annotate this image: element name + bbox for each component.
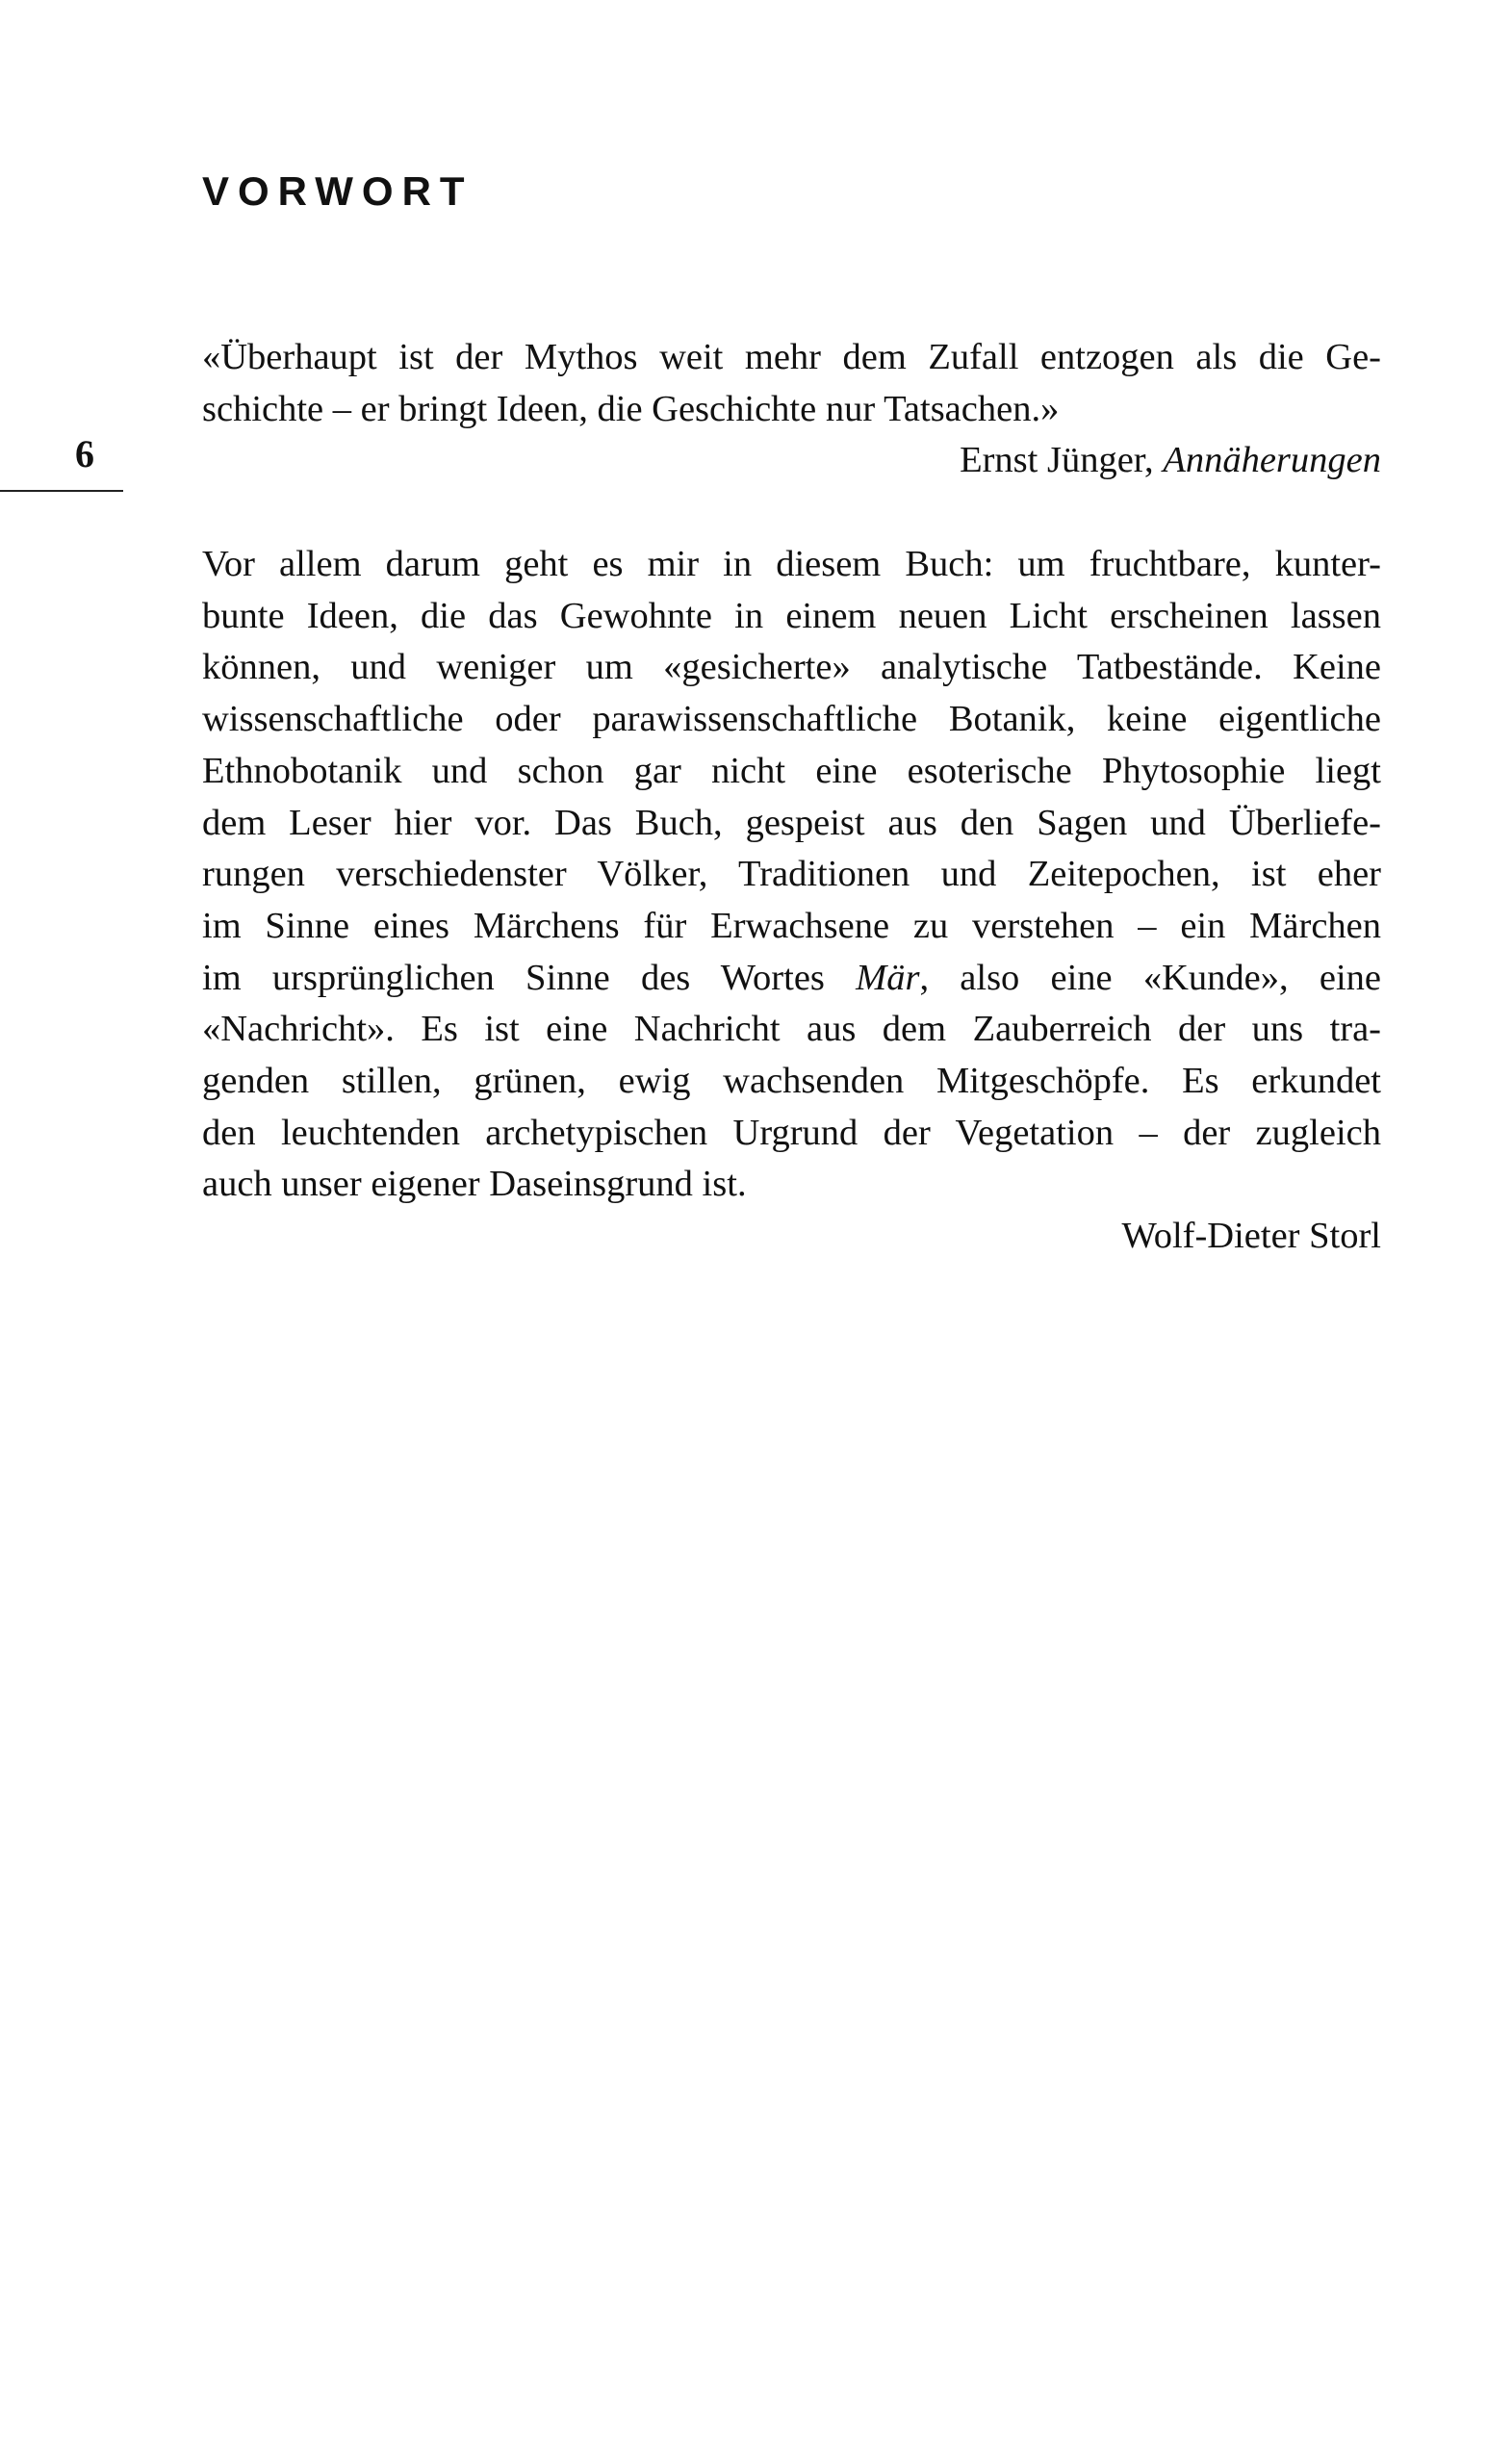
page-number-rule [0, 490, 123, 492]
body-line: genden stillen, grünen, ewig wachsenden Mitgeschöpfe. Es erkundet [202, 1061, 1381, 1102]
body-line: im Sinne eines Märchens für Erwachsene zu verstehen – ein Märchen [202, 905, 1381, 946]
epigraph-attribution [202, 435, 1381, 487]
page-number: 6 [75, 432, 94, 475]
body-line: auch unser eigener Daseinsgrund ist. [202, 1164, 747, 1205]
body-line: «Nachricht». Es ist eine Nachricht aus dem Zauberreich der uns tra- [202, 1009, 1381, 1050]
author-signature: Wolf-Dieter Storl [1121, 1216, 1381, 1257]
epigraph-line: «Überhaupt ist der Mythos weit mehr dem Zufall entzogen als die Ge- [202, 337, 1381, 377]
body-text-segment: im ursprünglichen Sinne des Wortes [202, 957, 857, 998]
body-line [202, 953, 1381, 1005]
epigraph-line: schichte – er bringt Ideen, die Geschichte nur Tatsachen.» [202, 388, 1060, 429]
body-line: können, und weniger um «gesicherte» analytische Tatbestände. Keine [202, 647, 1381, 688]
body-line: Ethnobotanik und schon gar nicht eine esoterische Phytosophie liegt [202, 750, 1381, 791]
body-line: bunte Ideen, die das Gewohnte in einem neuen Licht erscheinen lassen [202, 595, 1381, 636]
body-line: wissenschaftliche oder parawissenschaftliche Botanik, keine eigentliche [202, 699, 1381, 740]
chapter-title: VORWORT [202, 168, 474, 214]
attribution-author: Ernst Jünger, [960, 440, 1164, 481]
body-line: den leuchtenden archetypischen Urgrund der Vegetation – der zugleich [202, 1112, 1381, 1153]
body-line: dem Leser hier vor. Das Buch, gespeist aus den Sagen und Überliefe- [202, 802, 1381, 843]
epigraph [202, 332, 1381, 487]
foreword-body [202, 539, 1381, 1263]
body-line: rungen verschiedenster Völker, Traditionen und Zeitepochen, ist eher [202, 854, 1381, 895]
body-line: Vor allem darum geht es mir in diesem Buch: um fruchtbare, kunter- [202, 544, 1381, 584]
body-text-segment: , also eine «Kunde», eine [919, 957, 1381, 998]
attribution-work: Annäherungen [1163, 440, 1381, 481]
emphasized-word: Mär [856, 957, 920, 998]
